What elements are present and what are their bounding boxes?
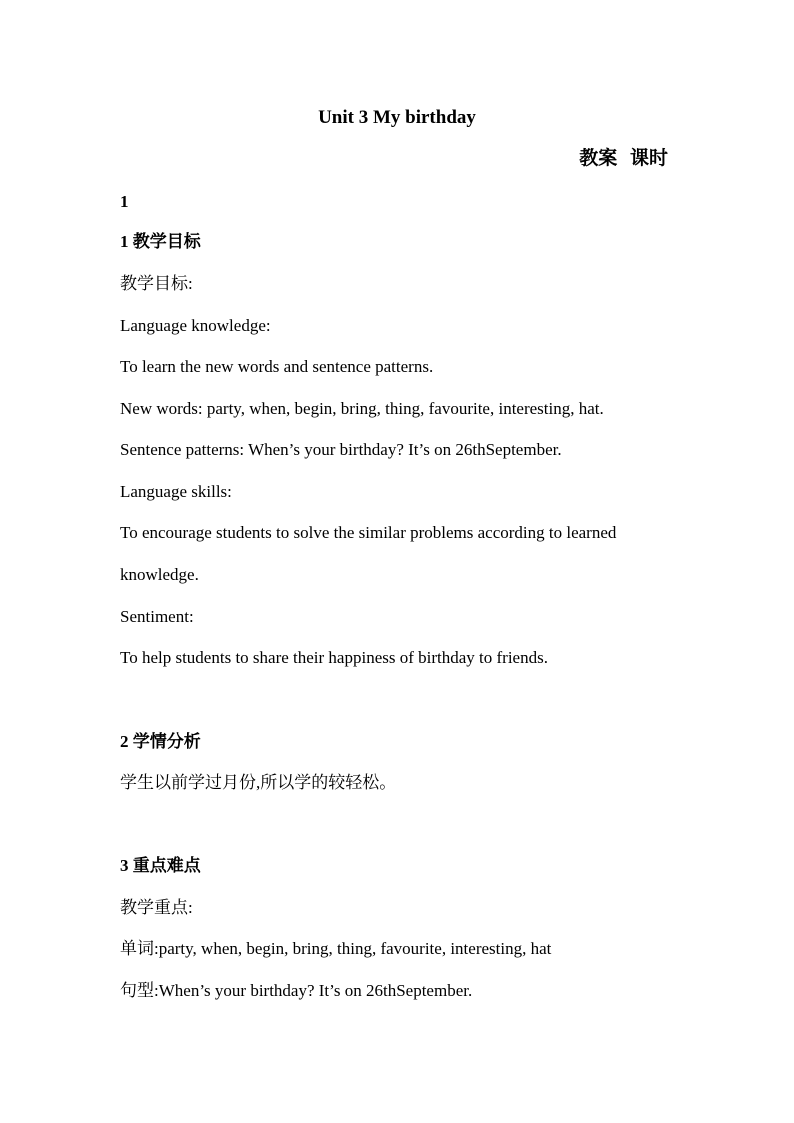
key-words-line: 单词:party, when, begin, bring, thing, favourite, interesting, hat bbox=[120, 939, 552, 958]
analysis-heading: 2 学情分析 bbox=[120, 732, 201, 751]
document-title: Unit 3 My birthday bbox=[318, 107, 476, 128]
language-skills-text-line-1: To encourage students to solve the similar problems according to learned bbox=[120, 523, 617, 542]
sentiment-label: Sentiment: bbox=[120, 607, 194, 626]
objectives-heading: 1 教学目标 bbox=[120, 232, 201, 251]
key-points-heading: 3 重点难点 bbox=[120, 856, 201, 875]
language-skills-label: Language skills: bbox=[120, 482, 232, 501]
key-sentence-line: 句型:When’s your birthday? It’s on 26thSeptember. bbox=[120, 981, 473, 1000]
language-knowledge-text: To learn the new words and sentence patterns. bbox=[120, 357, 434, 376]
document-subtitle: 教案 课时 bbox=[579, 148, 668, 169]
language-skills-text-line-2: knowledge. bbox=[120, 565, 199, 584]
sentiment-text: To help students to share their happiness of birthday to friends. bbox=[120, 648, 548, 667]
new-words-line: New words: party, when, begin, bring, thing, favourite, interesting, hat. bbox=[120, 399, 604, 418]
analysis-text: 学生以前学过月份,所以学的较轻松。 bbox=[120, 773, 397, 792]
objectives-label: 教学目标: bbox=[120, 274, 193, 293]
language-knowledge-label: Language knowledge: bbox=[120, 316, 271, 335]
key-points-label: 教学重点: bbox=[120, 898, 193, 917]
sentence-patterns-line: Sentence patterns: When’s your birthday? It’s on 26thSeptember. bbox=[120, 440, 562, 459]
lesson-number: 1 bbox=[120, 192, 129, 211]
